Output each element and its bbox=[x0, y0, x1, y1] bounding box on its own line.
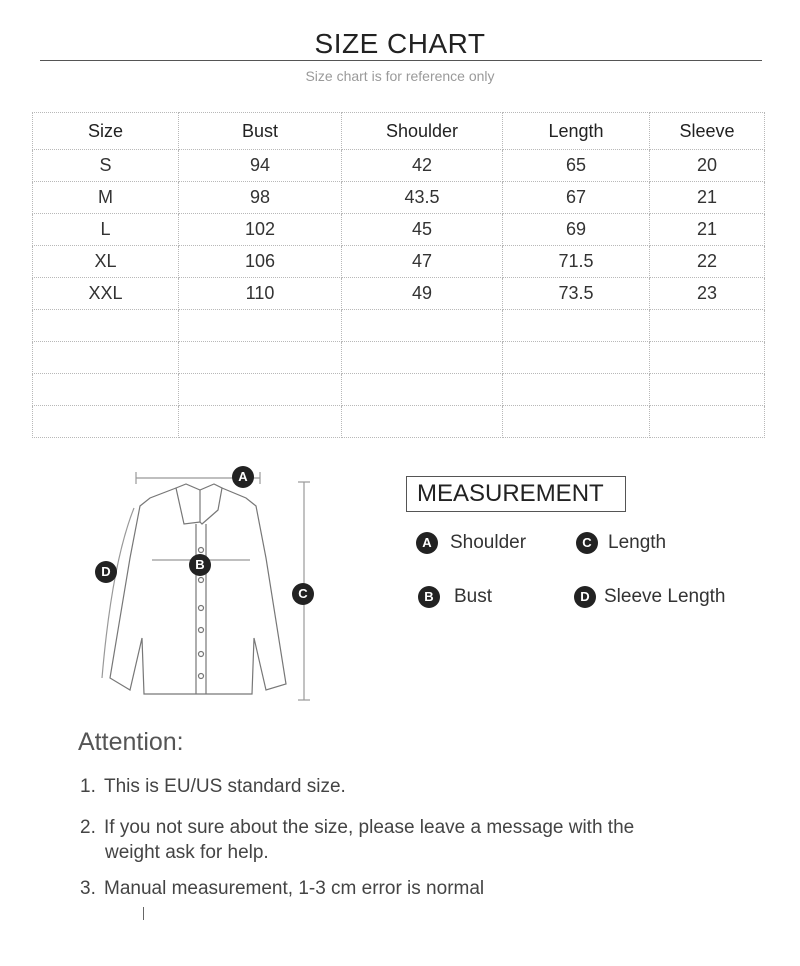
table-cell: 67 bbox=[503, 182, 650, 214]
note-text-continued: weight ask for help. bbox=[105, 842, 269, 863]
table-cell: 47 bbox=[342, 246, 503, 278]
note-number: 2. bbox=[80, 817, 96, 838]
table-cell: 42 bbox=[342, 150, 503, 182]
attention-heading: Attention: bbox=[78, 728, 184, 756]
note-item bbox=[80, 774, 760, 799]
table-cell: 49 bbox=[342, 278, 503, 310]
table-cell: 73.5 bbox=[503, 278, 650, 310]
table-row bbox=[33, 214, 765, 246]
table-cell: 102 bbox=[179, 214, 342, 246]
legend-item-length bbox=[576, 532, 666, 554]
table-cell: 20 bbox=[650, 150, 765, 182]
note-number: 1. bbox=[80, 776, 96, 797]
shirt-outline-icon bbox=[90, 458, 330, 708]
page-subtitle: Size chart is for reference only bbox=[305, 68, 495, 84]
table-cell: 43.5 bbox=[342, 182, 503, 214]
column-header-size: Size bbox=[33, 113, 179, 150]
column-header-shoulder: Shoulder bbox=[342, 113, 503, 150]
note-number: 3. bbox=[80, 878, 96, 899]
legend-marker-a: A bbox=[416, 532, 438, 554]
table-header-row bbox=[33, 113, 765, 150]
table-cell: 98 bbox=[179, 182, 342, 214]
table-cell: 22 bbox=[650, 246, 765, 278]
table-cell: 69 bbox=[503, 214, 650, 246]
note-text: If you not sure about the size, please leave a message with the bbox=[104, 817, 635, 838]
note-text: Manual measurement, 1-3 cm error is normal bbox=[104, 878, 485, 899]
table-cell: 106 bbox=[179, 246, 342, 278]
table-cell: 21 bbox=[650, 182, 765, 214]
shirt-diagram bbox=[90, 458, 330, 708]
table-cell: 45 bbox=[342, 214, 503, 246]
table-row-empty bbox=[33, 406, 765, 438]
table-row bbox=[33, 150, 765, 182]
table-cell: L bbox=[33, 214, 179, 246]
legend-label: Bust bbox=[454, 586, 493, 607]
table-row-empty bbox=[33, 310, 765, 342]
table-row bbox=[33, 278, 765, 310]
table-cell: 110 bbox=[179, 278, 342, 310]
legend-marker-d: D bbox=[574, 586, 596, 608]
table-row-empty bbox=[33, 342, 765, 374]
legend-item-sleeve-length bbox=[574, 586, 726, 608]
table-cell: XXL bbox=[33, 278, 179, 310]
legend-label: Length bbox=[608, 532, 667, 553]
table-cell: 23 bbox=[650, 278, 765, 310]
column-header-sleeve: Sleeve bbox=[650, 113, 765, 150]
title-divider bbox=[40, 60, 762, 61]
text-cursor-mark bbox=[143, 907, 144, 920]
note-text: This is EU/US standard size. bbox=[104, 776, 346, 797]
note-item bbox=[80, 876, 760, 901]
size-table bbox=[32, 112, 765, 438]
column-header-length: Length bbox=[503, 113, 650, 150]
table-cell: 71.5 bbox=[503, 246, 650, 278]
page-title: SIZE CHART bbox=[314, 28, 486, 59]
table-cell: 21 bbox=[650, 214, 765, 246]
marker-c: C bbox=[292, 583, 314, 605]
marker-b: B bbox=[189, 554, 211, 576]
note-item bbox=[80, 815, 760, 865]
legend-label: Sleeve Length bbox=[604, 586, 726, 607]
legend-label: Shoulder bbox=[450, 532, 527, 553]
legend-marker-c: C bbox=[576, 532, 598, 554]
marker-a: A bbox=[232, 466, 254, 488]
measurement-title: MEASUREMENT bbox=[406, 476, 626, 512]
legend-item-bust bbox=[418, 586, 492, 608]
legend-item-shoulder bbox=[416, 532, 526, 554]
marker-d: D bbox=[95, 561, 117, 583]
table-row bbox=[33, 182, 765, 214]
legend-marker-b: B bbox=[418, 586, 440, 608]
table-cell: M bbox=[33, 182, 179, 214]
table-row-empty bbox=[33, 374, 765, 406]
table-cell: XL bbox=[33, 246, 179, 278]
table-cell: 94 bbox=[179, 150, 342, 182]
table-cell: S bbox=[33, 150, 179, 182]
column-header-bust: Bust bbox=[179, 113, 342, 150]
table-row bbox=[33, 246, 765, 278]
table-cell: 65 bbox=[503, 150, 650, 182]
